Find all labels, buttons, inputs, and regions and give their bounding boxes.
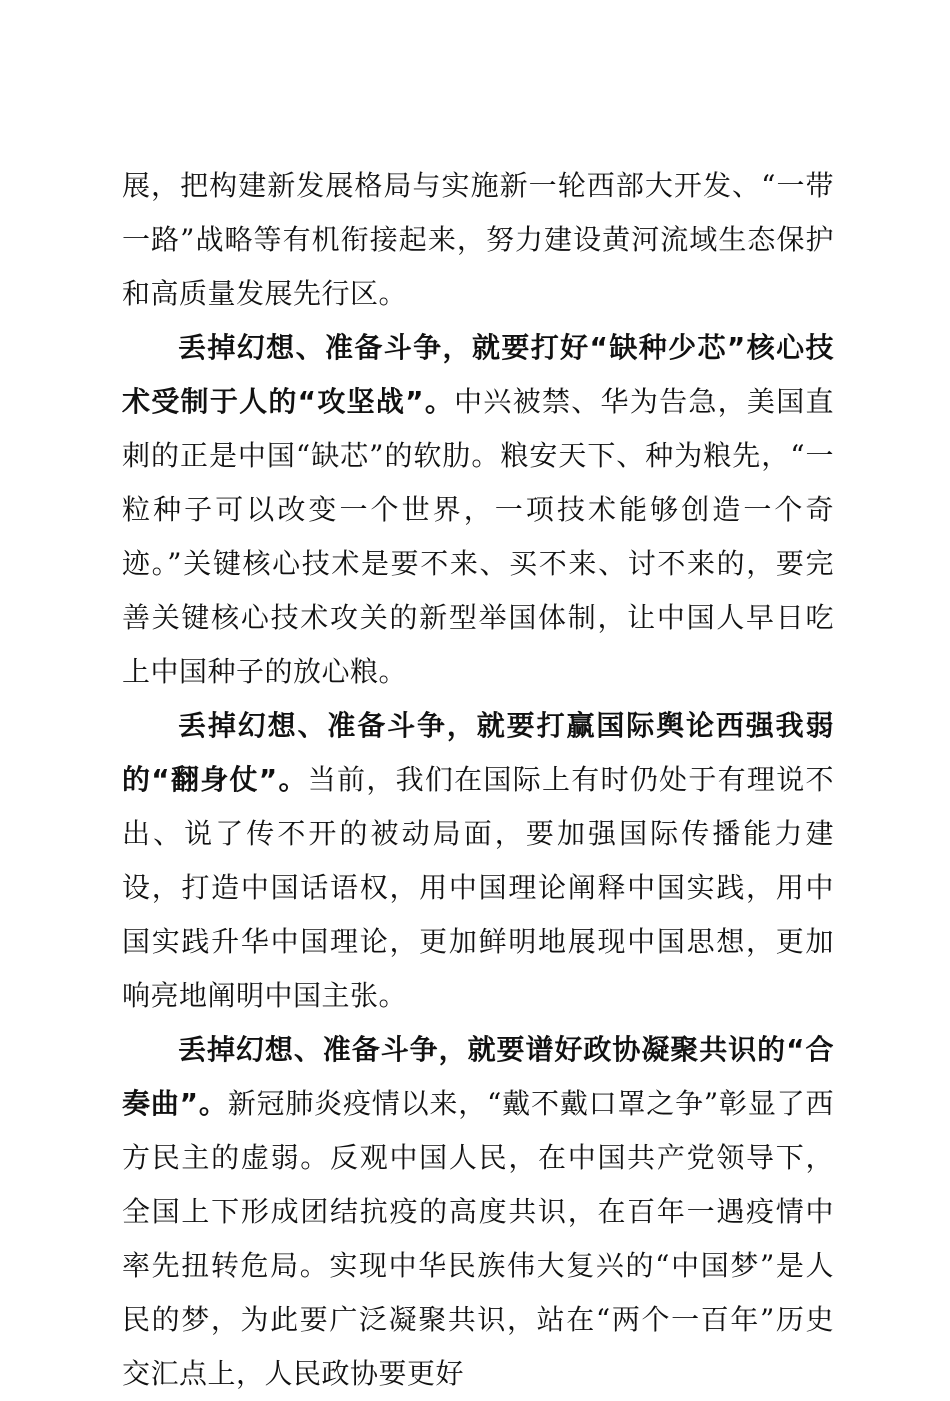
paragraph-lead: 丢掉幻想、准备斗争，就要打好“缺种少芯”核心技术受制于人的“攻坚战”。: [122, 331, 834, 418]
paragraph-international-opinion: [122, 699, 834, 1023]
document-page: [122, 159, 834, 1401]
paragraph-body: 中兴被禁、华为告急，美国直刺的正是中国“缺芯”的软肋。粮安天下、种为粮先，“一粒种子可以改变一个世界，一项技术能够创造一个奇迹。”关键核心技术是要不来、买不来、讨不来的，要完善关键核心技术攻关的新型举国体制，让中国人早日吃上中国种子的放心粮。: [122, 385, 834, 688]
paragraph-body: 展，把构建新发展格局与实施新一轮西部大开发、“一带一路”战略等有机衔接起来，努力建设黄河流域生态保护和高质量发展先行区。: [122, 169, 834, 310]
paragraph-core-technology: [122, 321, 834, 699]
paragraph-lead: 丢掉幻想、准备斗争，就要谱好政协凝聚共识的“合奏曲”。: [122, 1033, 834, 1120]
paragraph-cppcc-consensus: [122, 1023, 834, 1401]
paragraph-continuation: [122, 159, 834, 321]
paragraph-body: 新冠肺炎疫情以来，“戴不戴口罩之争”彰显了西方民主的虚弱。反观中国人民，在中国共产党领导下，全国上下形成团结抗疫的高度共识，在百年一遇疫情中率先扭转危局。实现中华民族伟大复兴的“中国梦”是人民的梦，为此要广泛凝聚共识，站在“两个一百年”历史交汇点上，人民政协要更好: [122, 1087, 834, 1390]
paragraph-body: 当前，我们在国际上有时仍处于有理说不出、说了传不开的被动局面，要加强国际传播能力建设，打造中国话语权，用中国理论阐释中国实践，用中国实践升华中国理论，更加鲜明地展现中国思想，更加响亮地阐明中国主张。: [122, 763, 834, 1012]
paragraph-lead: 丢掉幻想、准备斗争，就要打赢国际舆论西强我弱的“翻身仗”。: [122, 709, 834, 796]
